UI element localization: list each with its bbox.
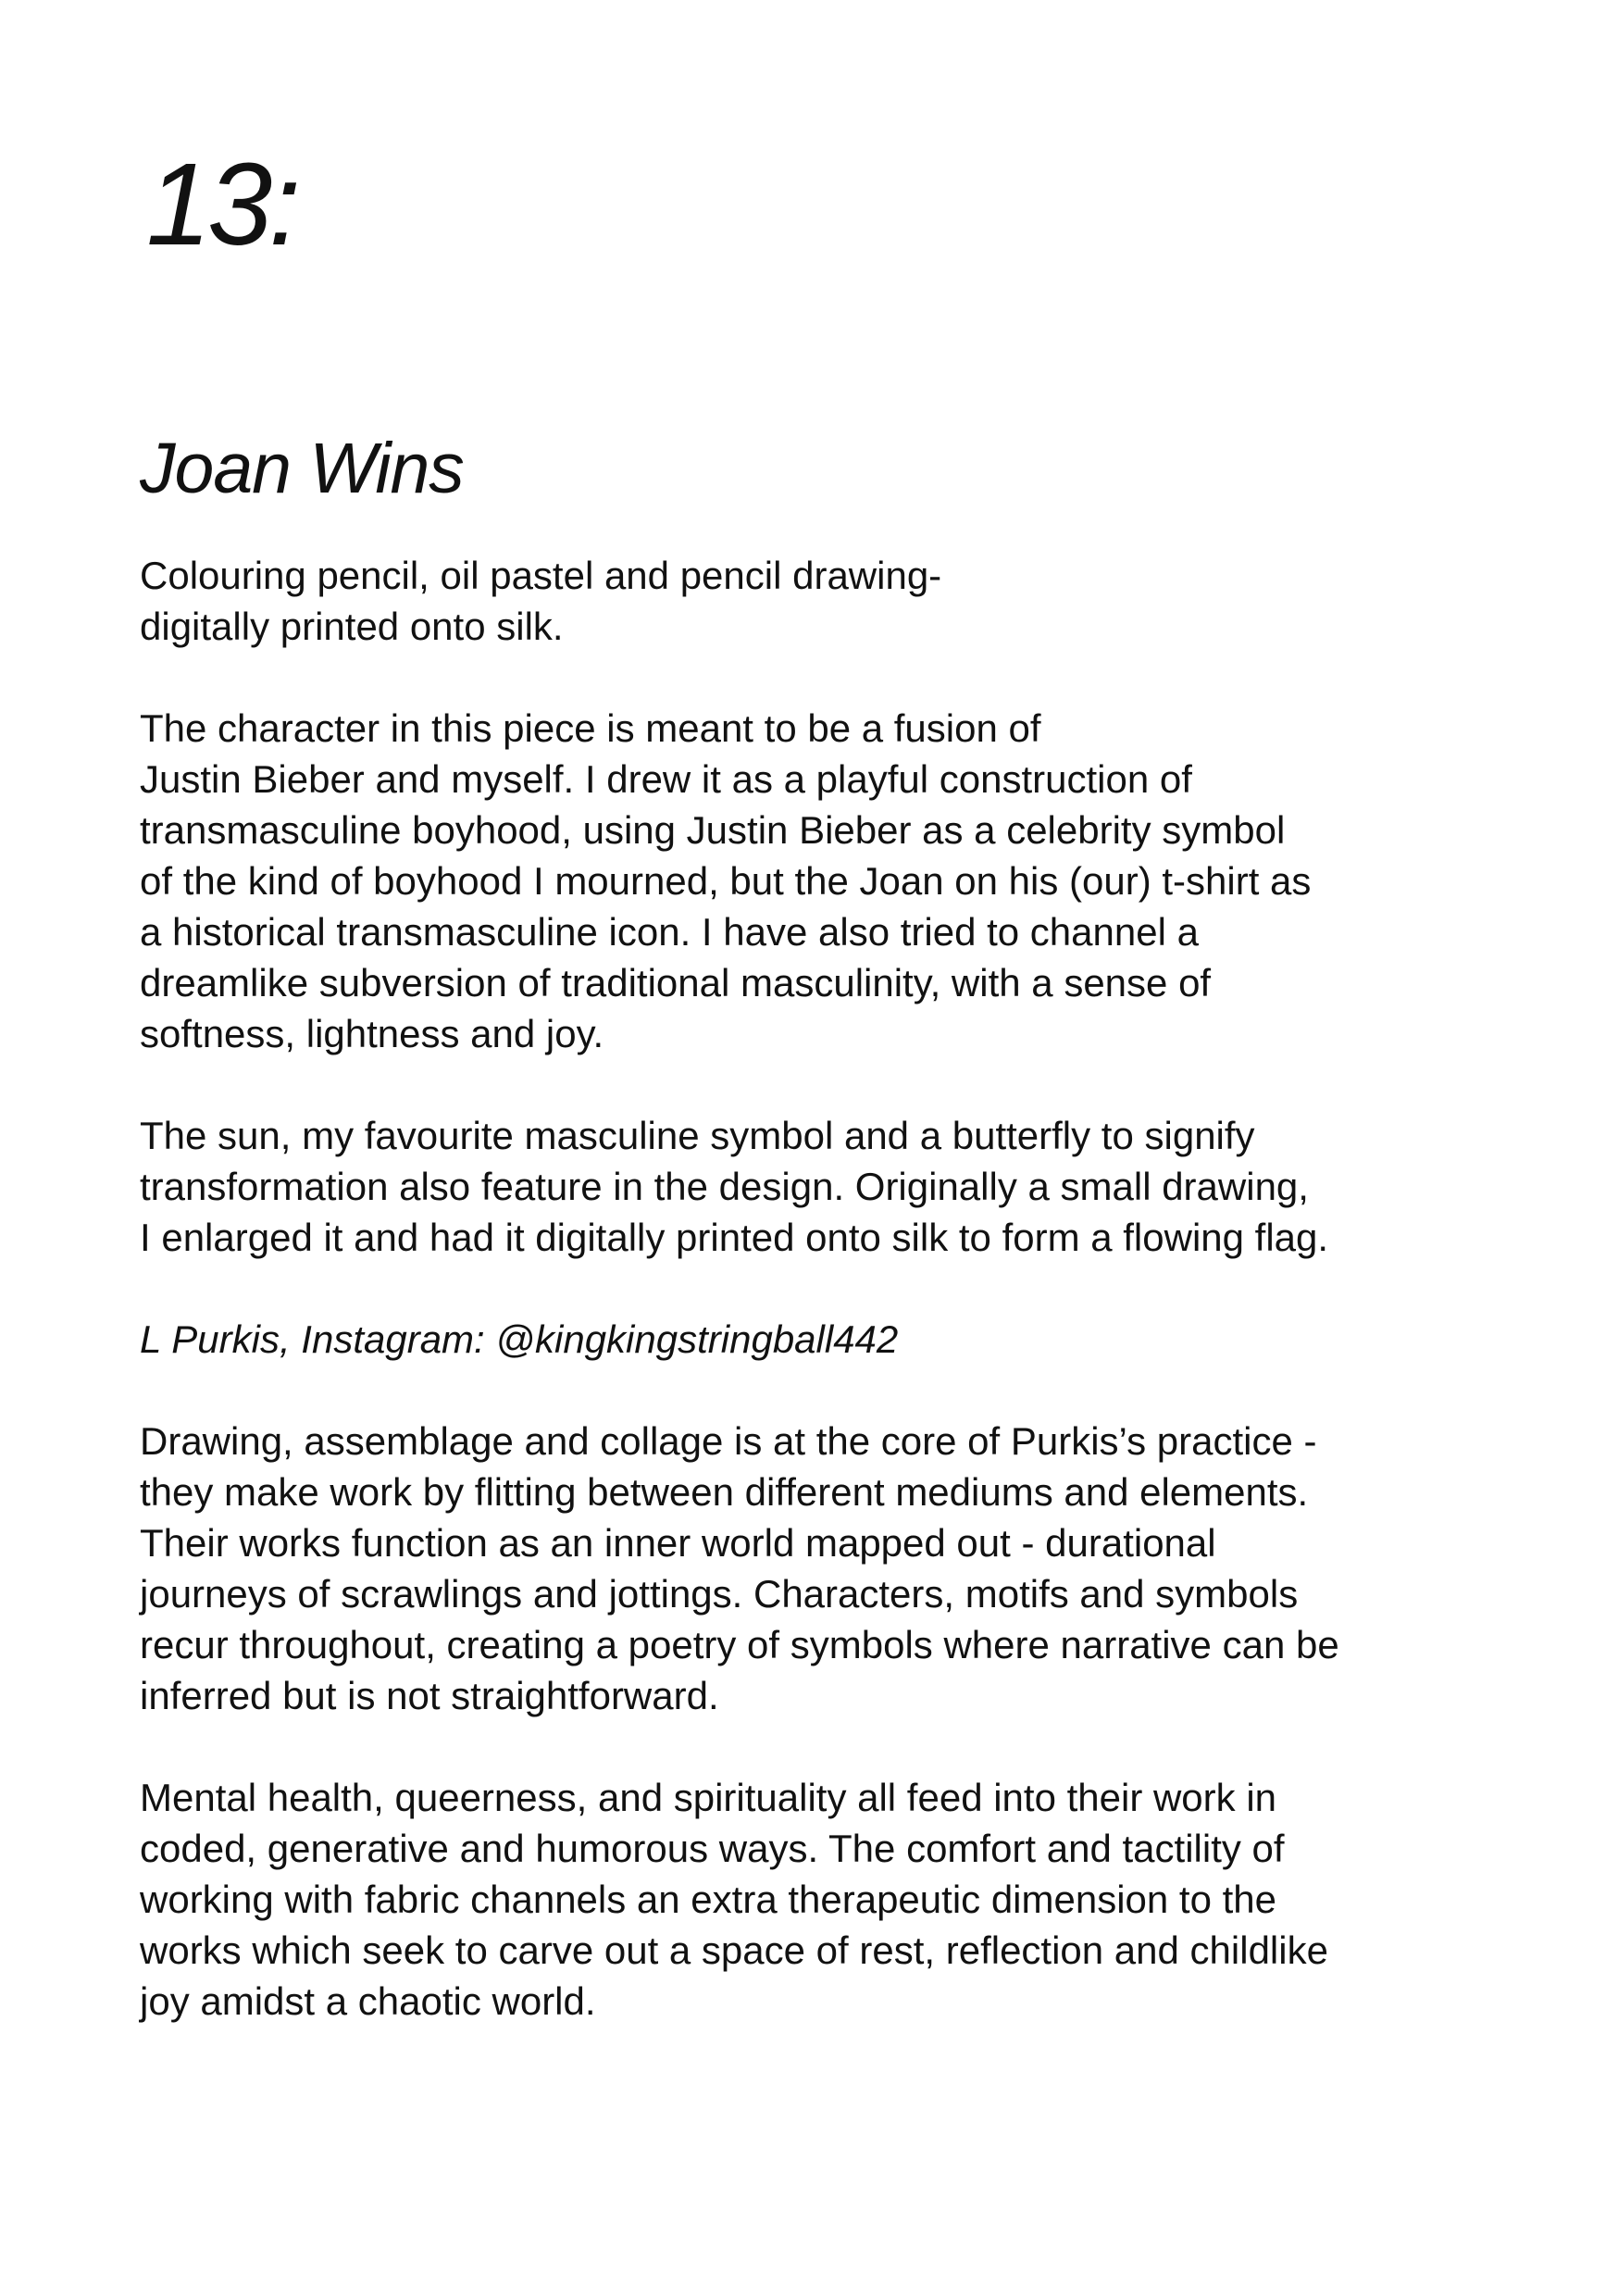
text-line: a historical transmasculine icon. I have also tried to channel a	[140, 910, 1199, 955]
text-line: The sun, my favourite masculine symbol and a butterfly to signify	[140, 1114, 1255, 1158]
text-line: Mental health, queerness, and spirituality all feed into their work in	[140, 1776, 1277, 1820]
bio-paragraph	[140, 1772, 1510, 2027]
text-line: Drawing, assemblage and collage is at the core of Purkis’s practice -	[140, 1419, 1317, 1464]
text-line: I enlarged it and had it digitally printed onto silk to form a flowing flag.	[140, 1216, 1329, 1260]
text-line: coded, generative and humorous ways. The comfort and tactility of	[140, 1827, 1285, 1871]
text-line: they make work by flitting between different mediums and elements.	[140, 1470, 1309, 1515]
text-line: Their works function as an inner world mapped out - durational	[140, 1521, 1216, 1566]
artwork-title: Joan Wins	[140, 429, 464, 508]
description-paragraph	[140, 703, 1510, 1059]
text-line: working with fabric channels an extra therapeutic dimension to the	[140, 1878, 1277, 1922]
page-number: 13:	[146, 139, 298, 269]
description-paragraph	[140, 1110, 1510, 1263]
text-line: transmasculine boyhood, using Justin Bieber as a celebrity symbol	[140, 808, 1286, 853]
page-content	[140, 426, 1510, 2078]
text-line: dreamlike subversion of traditional masculinity, with a sense of	[140, 961, 1212, 1005]
text-line: transformation also feature in the design. Originally a small drawing,	[140, 1165, 1309, 1209]
text-line: Colouring pencil, oil pastel and pencil drawing-	[140, 554, 942, 598]
text-line: inferred but is not straightforward.	[140, 1674, 719, 1718]
text-line: journeys of scrawlings and jottings. Characters, motifs and symbols	[140, 1572, 1299, 1616]
bio-paragraph	[140, 1416, 1510, 1721]
text-line: of the kind of boyhood I mourned, but the Joan on his (our) t-shirt as	[140, 859, 1312, 904]
text-line: The character in this piece is meant to be a fusion of	[140, 706, 1041, 751]
medium-paragraph	[140, 550, 1510, 652]
artist-credit: L Purkis, Instagram: @kingkingstringball442	[140, 1317, 899, 1362]
text-line: works which seek to carve out a space of rest, reflection and childlike	[140, 1928, 1328, 1973]
text-line: digitally printed onto silk.	[140, 605, 564, 649]
text-line: recur throughout, creating a poetry of symbols where narrative can be	[140, 1623, 1339, 1667]
text-line: joy amidst a chaotic world.	[140, 1979, 596, 2024]
text-line: Justin Bieber and myself. I drew it as a playful construction of	[140, 757, 1192, 802]
text-line: softness, lightness and joy.	[140, 1012, 604, 1056]
